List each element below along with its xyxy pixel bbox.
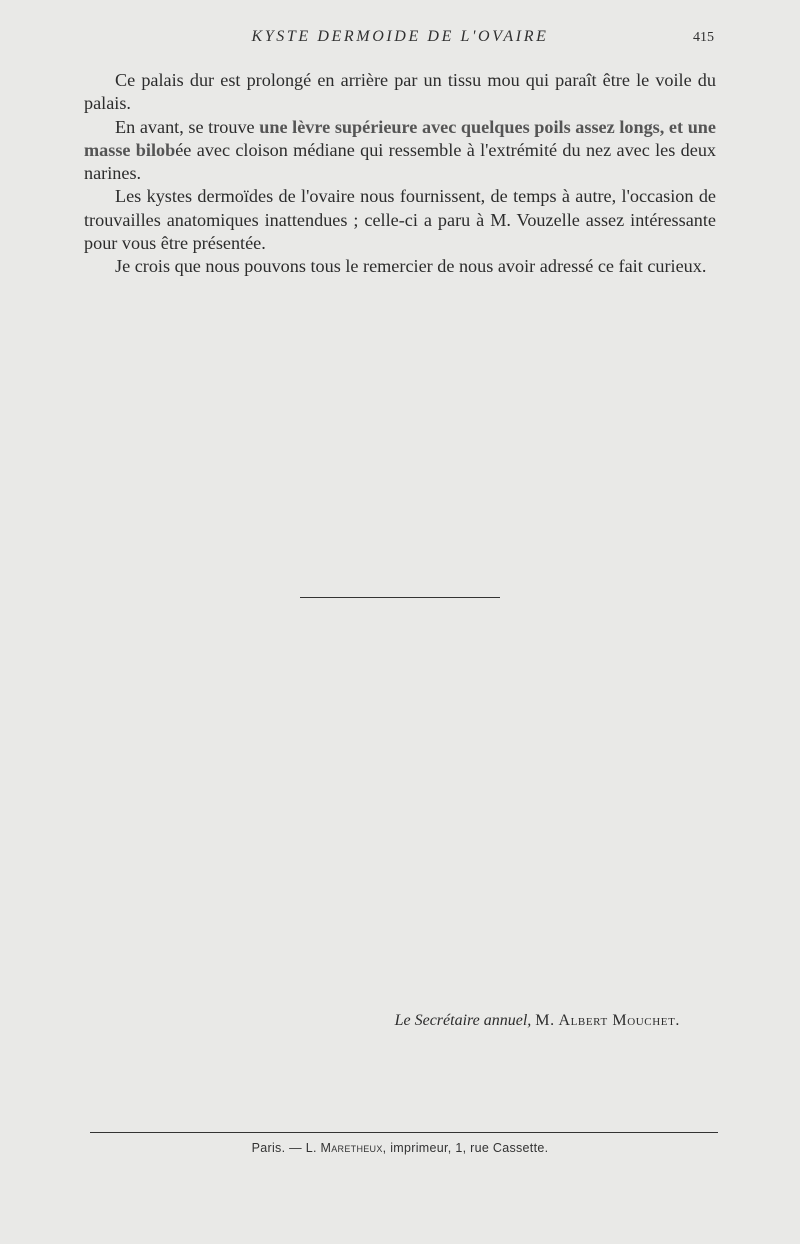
section-divider [300,597,500,598]
signature [395,1012,680,1030]
printer-imprint [0,1141,800,1155]
signature-role: Le Secrétaire annuel, [394,1012,532,1029]
imprint-city: Paris. — [251,1141,306,1155]
paragraph-4: Je crois que nous pouvons tous le remercier de nous avoir adressé ce fait curieux. [115,256,707,277]
signature-name: M. Albert Mouchet. [535,1012,680,1029]
body-text [84,69,716,279]
paragraph-2 [84,116,716,186]
footer-rule [90,1132,718,1133]
paragraph-3: Les kystes dermoïdes de l'ovaire nous fournissent, de temps à autre, l'occasion de trouvailles anatomiques inattendues ; celle-ci a paru à M. Vouzelle assez intéressante pour vous être présentée. [84,186,716,254]
paragraph-2-end: ée avec cloison médiane qui ressemble à l'extrémité du nez avec les deux narines. [84,139,717,184]
paragraph-1: Ce palais dur est prolongé en arrière par un tissu mou qui paraît être le voile du palais. [84,70,716,114]
page-number: 415 [693,30,714,45]
paragraph-2-bold: une lèvre supérieure avec quelques poils assez longs, et une masse bilob [84,116,716,160]
imprint-printer: L. Maretheux, [305,1141,387,1155]
running-title: KYSTE DERMOIDE DE L'OVAIRE [251,28,549,45]
imprint-address: imprimeur, 1, rue Cassette. [386,1141,549,1155]
paragraph-2-start: En avant, se trouve [115,116,260,137]
